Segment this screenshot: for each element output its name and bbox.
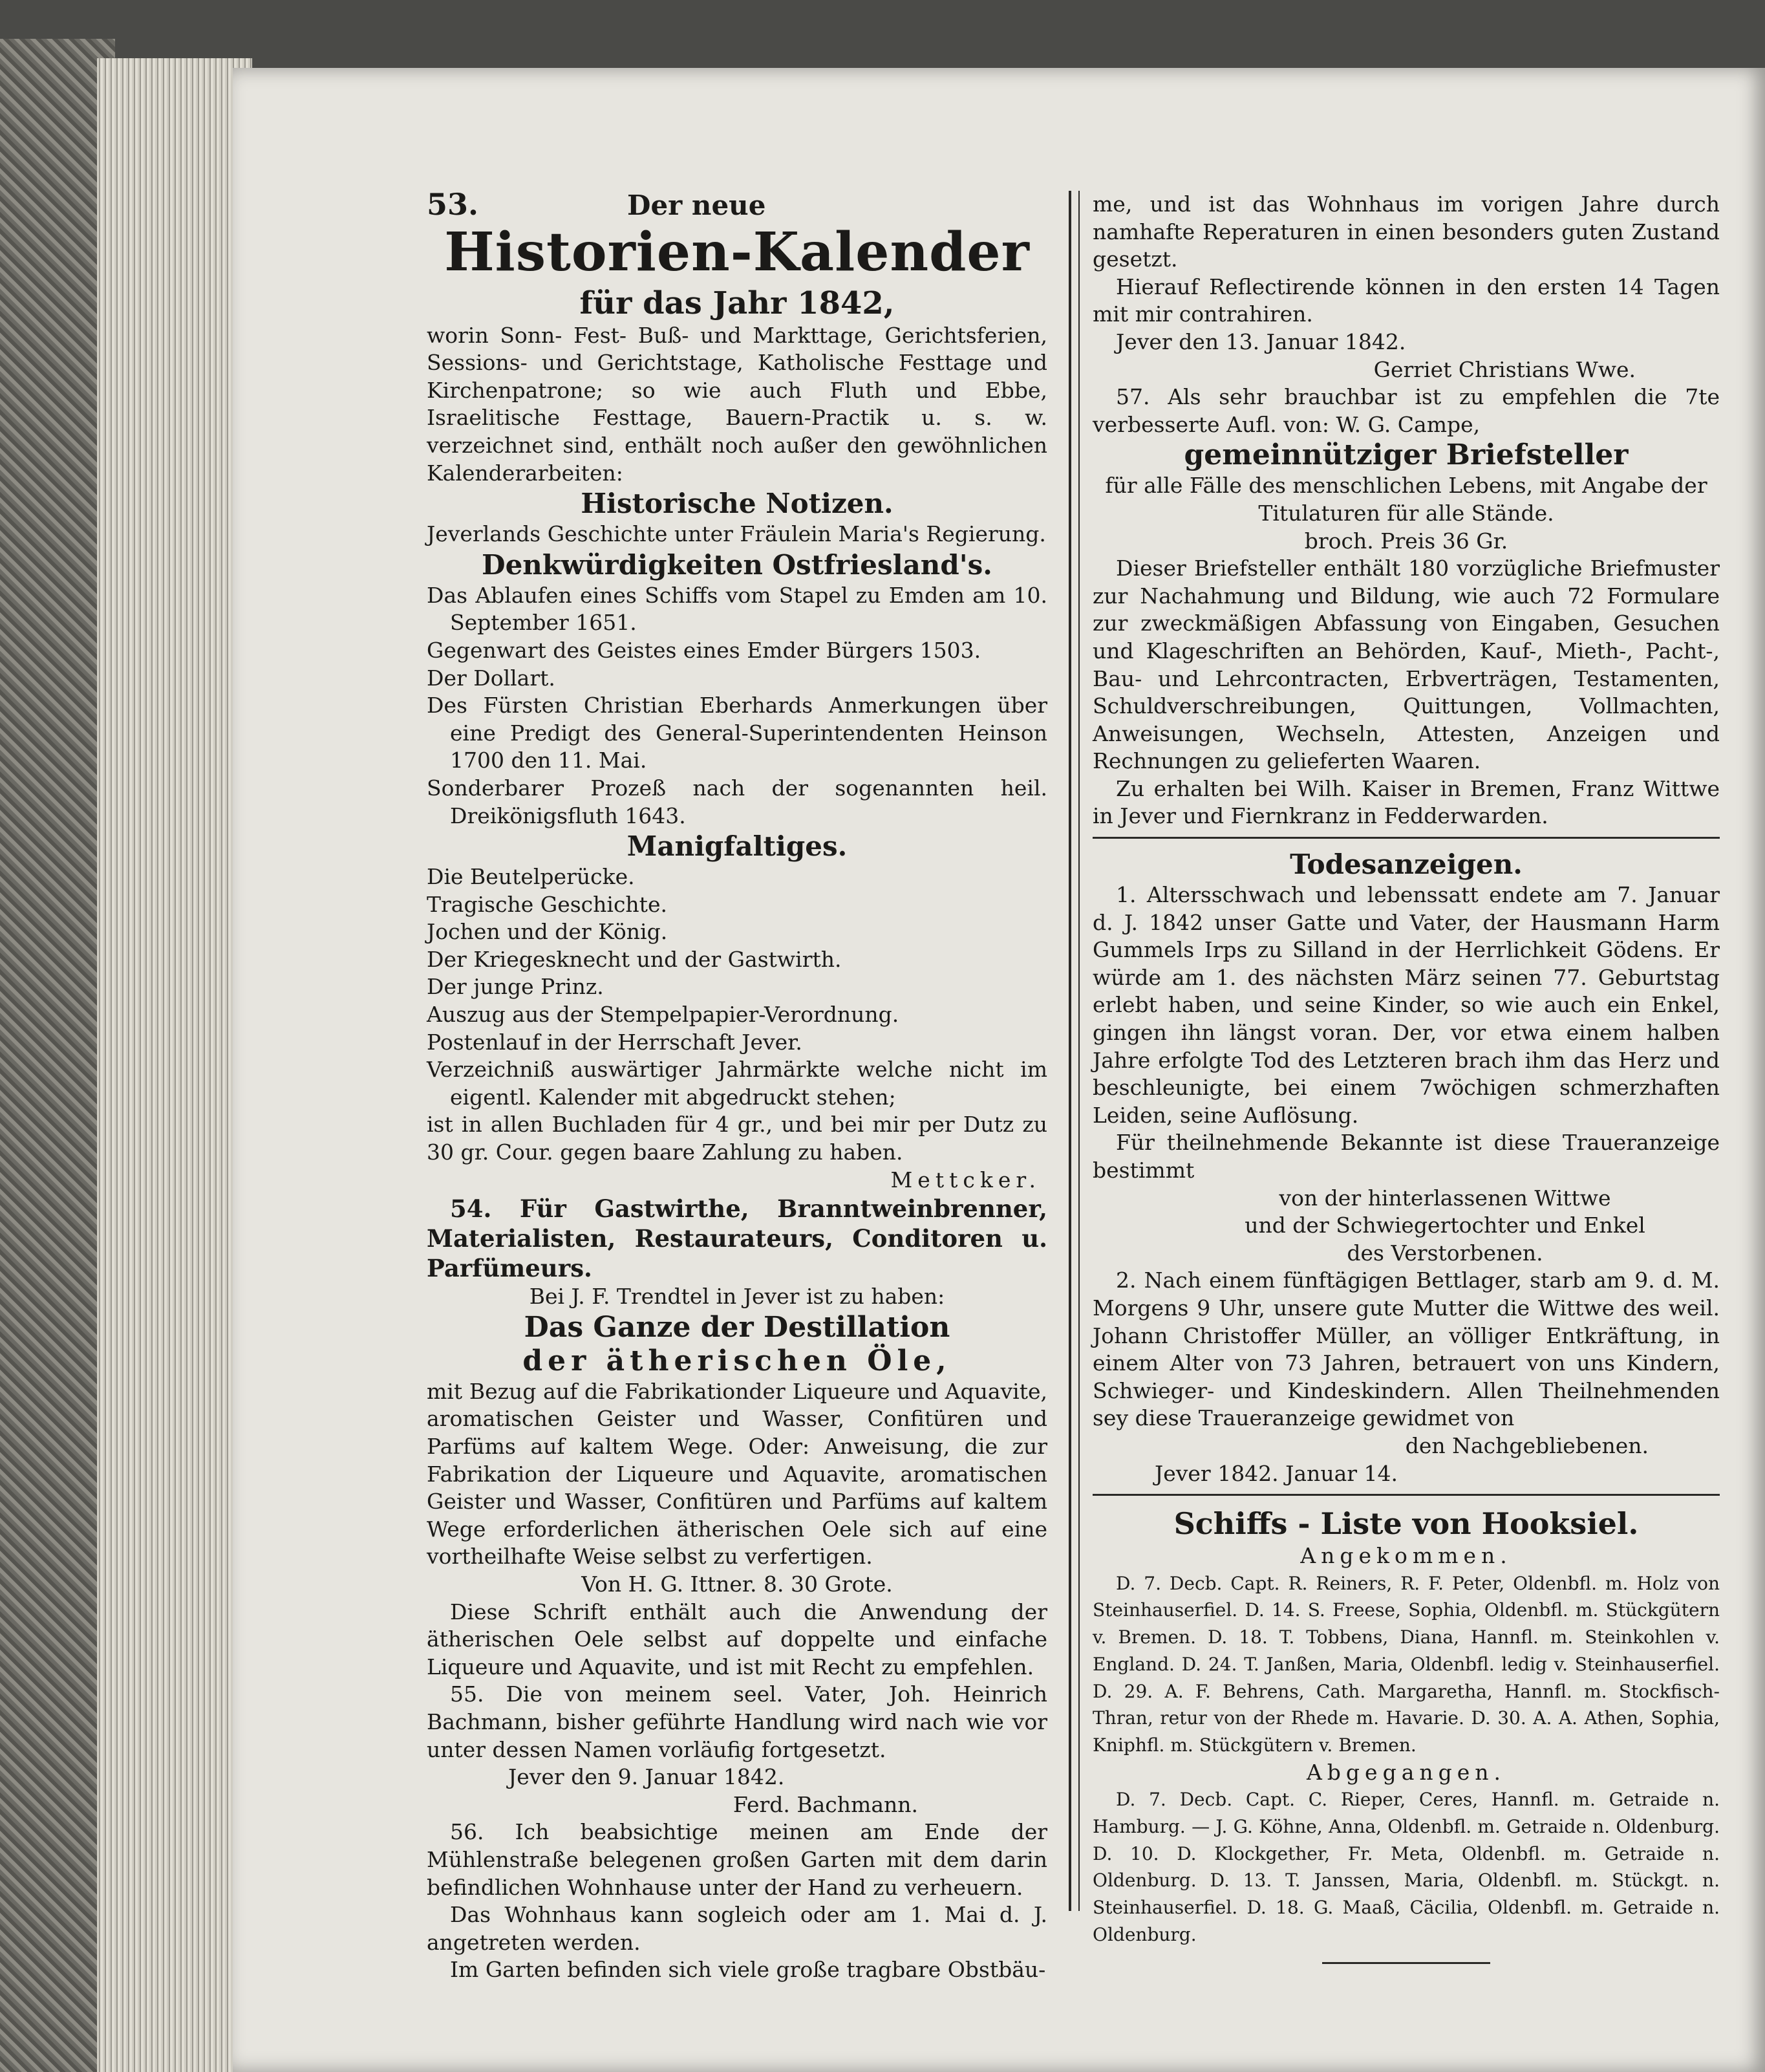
ad-54-heading: 54. Für Gastwirthe, Branntweinbrenner, Materialisten, Restaurateurs, Conditoren u. Parfümeurs. (427, 1194, 1047, 1283)
ad-54-sub: Bei J. F. Trendtel in Jever ist zu haben: (529, 1284, 945, 1310)
title-top: Der neue (627, 189, 766, 221)
ad-54-title1: Das Ganze der Destillation (524, 1310, 950, 1344)
heading-angekommen: Angekommen. (1300, 1543, 1512, 1569)
signature: Gerriet Christians Wwe. (1373, 356, 1636, 382)
notizen-item: Jeverlands Geschichte unter Fräulein Maria's Regierung. (427, 521, 1046, 547)
list-item: Auszug aus der Stempelpapier-Verordnung. (427, 1002, 899, 1028)
signature: Ferd. Bachmann. (733, 1791, 918, 1817)
price-note: ist in allen Buchladen für 4 gr., und bei mir per Dutz zu 30 gr. Cour. gegen baare Zahlung zu haben. (427, 1112, 1047, 1165)
list-item: Der Kriegesknecht und der Gastwirth. (427, 946, 842, 972)
ad-54-title2: der ätherischen Öle, (522, 1344, 952, 1377)
notice-signature: von der hinterlassenen Wittwe (1279, 1185, 1611, 1211)
column-rule-inner (1078, 191, 1080, 1911)
ad-57-body: Dieser Briefsteller enthält 180 vorzügliche Briefmuster zur Nachahmung und Bildung, wie auch 72 Formulare zur zweckmäßigen Abfassung von Eingaben, Gesuchen und Klageschriften an Behörden, Kauf-, Mieth-, Pacht-, Bau- und Lehrcontracten, Erbverträgen, Testamenten, Schuldverschreibungen, Quittungen, Vollmachten, Anweisungen, Wechseln, Attesten, Anzeigen und Rechnungen zu gelieferten Waaren. (1093, 556, 1720, 774)
ad-54-author: Von H. G. Ittner. 8. 30 Grote. (581, 1571, 893, 1597)
ad-56-line3: Im Garten befinden sich viele große tragbare Obstbäu- (450, 1957, 1046, 1983)
heading-manigfaltiges: Manigfaltiges. (626, 830, 848, 863)
death-notice-2: 2. Nach einem fünftägigen Bettlager, starb am 9. d. M. Morgens 9 Uhr, unsere gute Mutter die Wittwe des weil. Johann Christoffer Müller, an völliger Entkräftung, in einem Alter von 73 Jahren, betrauert von uns Kindern, Schwieger- und Kindeskindern. Allen Theilnehmenden sey diese Traueranzeige gewidmet von (1093, 1268, 1720, 1431)
ad-56-body: 56. Ich beabsichtige meinen am Ende der Mühlenstraße belegenen großen Garten mit dem darin befindlichen Wohnhause unter der Hand zu verheuern. (427, 1819, 1047, 1900)
ad-54-note: Diese Schrift enthält auch die Anwendung der ätherischen Oele selbst auf doppelte und einfache Liqueure und Aquavite, und ist mit Recht zu empfehlen. (427, 1599, 1047, 1679)
calendar-year: für das Jahr 1842, (579, 285, 895, 321)
section-rule (1093, 1494, 1720, 1496)
death-notice-1: 1. Altersschwach und lebenssatt endete am 7. Januar d. J. 1842 unser Gatte und Vater, der Hausmann Harm Gummels Irps zu Silland in der Herrlichkeit Gödens. Er würde am 1. des nächsten März seinen 77. Geburtstag erlebt haben, und seine Kinder, so wie auch ein Enkel, gingen ihn längst voran. Der, vor etwa einem halben Jahre erfolgte Tod des Letzteren brach ihm das Herz und beschleunigte, bei einem 7wöchigen schmerzhaften Leiden, seine Auflösung. (1093, 882, 1720, 1128)
list-item: Verzeichniß auswärtiger Jahrmärkte welche nicht im eigentl. Kalender mit abgedruckt stehen; (427, 1057, 1047, 1110)
ad-57-sale: Zu erhalten bei Wilh. Kaiser in Bremen, Franz Wittwe in Jever und Fiernkranz in Fedderwarden. (1093, 775, 1720, 829)
heading-abgegangen: Abgegangen. (1306, 1759, 1506, 1785)
notice-signature: und der Schwiegertochter und Enkel (1245, 1213, 1645, 1238)
ad-56-line2: Das Wohnhaus kann sogleich oder am 1. Mai d. J. angetreten werden. (427, 1902, 1047, 1955)
departures-list: D. 7. Decb. Capt. C. Rieper, Ceres, Hannfl. m. Getraide n. Hamburg. — J. G. Köhne, Anna, Oldenbfl. m. Getraide n. Oldenburg. D. 10. D. Klockgether, Fr. Meta, Oldenbfl. m. Getraide n. Oldenburg. D. 13. T. Janssen, Maria, Oldenbfl. m. Stückgt. n. Steinhauserfiel. D. 18. G. Maaß, Cäcilia, Oldenbfl. m. Getraide n. Oldenburg. (1093, 1789, 1720, 1945)
list-item: Das Ablaufen eines Schiffs vom Stapel zu Emden am 10. September 1651. (427, 582, 1047, 636)
heading-denkwuerdigkeiten: Denkwürdigkeiten Ostfriesland's. (482, 548, 992, 581)
right-column (1093, 191, 1720, 1964)
signature: Mettcker. (890, 1167, 1041, 1192)
ad-57-title: gemeinnütziger Briefsteller (1184, 438, 1629, 472)
ad-56-continued: me, und ist das Wohnhaus im vorigen Jahre durch namhafte Reperaturen in einen besonders guten Zustand gesetzt. (1093, 191, 1720, 272)
ad-56-line-contract: Hierauf Reflectirende können in den ersten 14 Tagen mit mir contrahiren. (1093, 274, 1720, 327)
list-item: Die Beutelperücke. (427, 864, 635, 890)
calendar-title: Historien-Kalender (444, 221, 1030, 283)
list-item: Postenlauf in der Herrschaft Jever. (427, 1029, 802, 1055)
ad-54-body: mit Bezug auf die Fabrikationder Liqueure und Aquavite, aromatischen Geister und Wasser, Confitüren und Parfüms auf kaltem Wege. Oder: Anweisung, die zur Fabrikation der Liqueure und Aquavite, aromatischen Geister und Wasser, Confitüren und Parfüms auf kaltem Wege erforderlichen ätherischen Oele sich auf eine vortheilhafte Weise selbst zu verfertigen. (427, 1378, 1047, 1570)
heading-schiffsliste: Schiffs - Liste von Hooksiel. (1173, 1506, 1639, 1542)
death-notice-1-b: Für theilnehmende Bekannte ist diese Traueranzeige bestimmt (1093, 1130, 1720, 1183)
ad-57-price: broch. Preis 36 Gr. (1304, 528, 1508, 554)
column-rule (1069, 191, 1071, 1911)
left-column (427, 187, 1047, 1984)
ad-number: 53. (427, 187, 479, 222)
list-item: Tragische Geschichte. (427, 891, 667, 917)
notice-signature: den Nachgebliebenen. (1405, 1432, 1649, 1458)
arrivals-list: D. 7. Decb. Capt. R. Reiners, R. F. Peter, Oldenbfl. m. Holz von Steinhauserfiel. D. 14. S. Freese, Sophia, Oldenbfl. m. Stückgütern v. Bremen. D. 18. T. Tobbens, Diana, Hannfl. m. Steinkohlen v. England. D. 24. T. Janßen, Maria, Oldenbfl. ledig v. Steinhauserfiel. D. 29. A. F. Behrens, Cath. Margaretha, Hannfl. m. Stockfisch-Thran, retur von der Rhede m. Havarie. D. 30. A. A. Athen, Sophia, Kniphfl. m. Stückgütern v. Bremen. (1093, 1572, 1720, 1756)
list-item: Der Dollart. (427, 665, 555, 691)
ad-56-date: Jever den 13. Januar 1842. (1116, 329, 1406, 354)
notice-signature: des Verstorbenen. (1347, 1240, 1543, 1266)
list-item: Der junge Prinz. (427, 974, 604, 1000)
heading-todesanzeigen: Todesanzeigen. (1290, 848, 1523, 881)
list-item: Sonderbarer Prozeß nach der sogenannten heil. Dreikönigsfluth 1643. (427, 775, 1047, 828)
end-rule (1322, 1962, 1490, 1964)
ad-57-sub: für alle Fälle des menschlichen Lebens, mit Angabe der Titulaturen für alle Stände. (1105, 473, 1707, 526)
list-item: Des Fürsten Christian Eberhards Anmerkungen über eine Predigt des General-Superintendenten Heinson 1700 den 11. Mai. (427, 693, 1047, 773)
heading-notizen: Historische Notizen. (581, 488, 893, 520)
ad-55-date: Jever den 9. Januar 1842. (508, 1764, 785, 1790)
ad-53-header (427, 187, 1047, 222)
section-rule (1093, 837, 1720, 839)
page-edges (97, 58, 252, 2072)
list-item: Jochen und der König. (427, 919, 668, 945)
list-item: Gegenwart des Geistes eines Emder Bürgers 1503. (427, 637, 981, 663)
ad-57-intro: 57. Als sehr brauchbar ist zu empfehlen die 7te verbesserte Aufl. von: W. G. Campe, (1093, 384, 1720, 437)
ad-55-body: 55. Die von meinem seel. Vater, Joh. Heinrich Bachmann, bisher geführte Handlung wird nach wie vor unter dessen Namen vorläufig fortgesetzt. (427, 1681, 1047, 1762)
notice-date: Jever 1842. Januar 14. (1155, 1460, 1398, 1486)
calendar-intro: worin Sonn- Fest- Buß- und Markttage, Gerichtsferien, Sessions- und Gerichtstage, Katholische Festtage und Kirchenpatrone; so wie auch Fluth und Ebbe, Israelitische Festtage, Bauern-Practik u. s. w. verzeichnet sind, enthält noch außer den gewöhnlichen Kalenderarbeiten: (427, 322, 1047, 486)
